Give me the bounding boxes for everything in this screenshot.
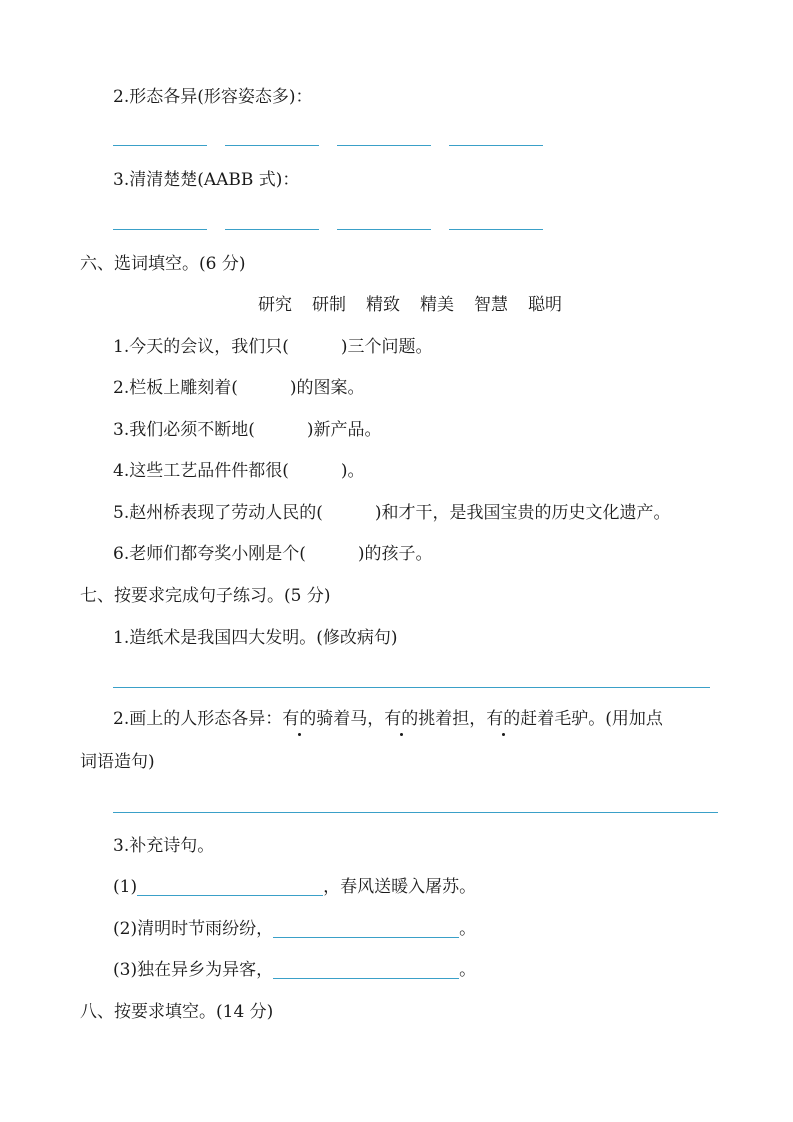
- q6-item-1: [113, 336, 433, 358]
- answer-blank[interactable]: [337, 229, 431, 230]
- dotted-word: 有的: [486, 709, 521, 729]
- section-heading-7: 七、按要求完成句子练习。(5 分): [80, 586, 331, 606]
- item-text: 骑着马，: [316, 709, 385, 729]
- q6-item-6: [113, 543, 433, 565]
- word-bank-item: 研制: [312, 295, 346, 315]
- q7-item1: 1.造纸术是我国四大发明。(修改病句): [113, 628, 398, 648]
- word-bank: [258, 294, 562, 316]
- answer-blank[interactable]: [225, 229, 319, 230]
- q7-item2: [113, 708, 663, 730]
- item-text: 5.赵州桥表现了劳动人民的(: [113, 503, 323, 523]
- item-text: 。: [459, 960, 477, 980]
- q6-item-2: [113, 377, 365, 399]
- q6-item-3: [113, 419, 382, 441]
- item-text: 1.今天的会议，我们只(: [113, 337, 289, 357]
- item-text: 2.栏板上雕刻着(: [113, 378, 238, 398]
- item-text: 6.老师们都夸奖小刚是个(: [113, 544, 306, 564]
- item-text: 赶着毛驴。(用加点: [520, 709, 663, 729]
- poem-line-2: [113, 918, 476, 940]
- q7-item2-continued: 词语造句): [80, 752, 155, 772]
- item-text: 3.我们必须不断地(: [113, 420, 255, 440]
- answer-line[interactable]: [113, 812, 718, 813]
- answer-blank[interactable]: [113, 145, 207, 146]
- q7-item3: 3.补充诗句。: [113, 836, 215, 856]
- item-text: 。: [459, 919, 477, 939]
- poem-blank[interactable]: [137, 876, 323, 896]
- item-text: 4.这些工艺品件件都很(: [113, 461, 289, 481]
- dotted-word: 有的: [384, 709, 419, 729]
- word-bank-item: 研究: [258, 295, 292, 315]
- item-text: ，春风送暖入屠苏。: [323, 877, 477, 897]
- q6-item-5: [113, 502, 671, 524]
- poem-line-3: [113, 959, 476, 981]
- item-text: 挑着担，: [418, 709, 487, 729]
- q5-item2: 2.形态各异(形容姿态多)：: [113, 87, 313, 107]
- item-text: )。: [340, 461, 365, 481]
- poem-blank[interactable]: [273, 918, 459, 938]
- poem-line-1: [113, 876, 476, 898]
- item-text: )新产品。: [306, 420, 382, 440]
- answer-blank[interactable]: [449, 145, 543, 146]
- item-text: )的图案。: [289, 378, 365, 398]
- item-text: (3)独在异乡为异客，: [113, 960, 274, 980]
- word-bank-item: 智慧: [474, 295, 508, 315]
- item-text: (2)清明时节雨纷纷，: [113, 919, 274, 939]
- section-heading-6: 六、选词填空。(6 分): [80, 254, 246, 274]
- dotted-word: 有的: [282, 709, 317, 729]
- word-bank-item: 精美: [420, 295, 454, 315]
- q5-item3: 3.清清楚楚(AABB 式)：: [113, 170, 300, 190]
- answer-blank[interactable]: [449, 229, 543, 230]
- q6-item-4: [113, 460, 365, 482]
- answer-blank[interactable]: [113, 229, 207, 230]
- section-heading-8: 八、按要求填空。(14 分): [80, 1002, 274, 1022]
- word-bank-item: 精致: [366, 295, 400, 315]
- item-text: )和才干，是我国宝贵的历史文化遗产。: [374, 503, 671, 523]
- answer-line[interactable]: [113, 687, 710, 688]
- poem-blank[interactable]: [273, 959, 459, 979]
- item-text: (1): [113, 877, 138, 897]
- item-text: 2.画上的人形态各异：: [113, 709, 283, 729]
- answer-blank[interactable]: [225, 145, 319, 146]
- answer-blank[interactable]: [337, 145, 431, 146]
- item-text: )的孩子。: [357, 544, 433, 564]
- word-bank-item: 聪明: [528, 295, 562, 315]
- item-text: )三个问题。: [340, 337, 433, 357]
